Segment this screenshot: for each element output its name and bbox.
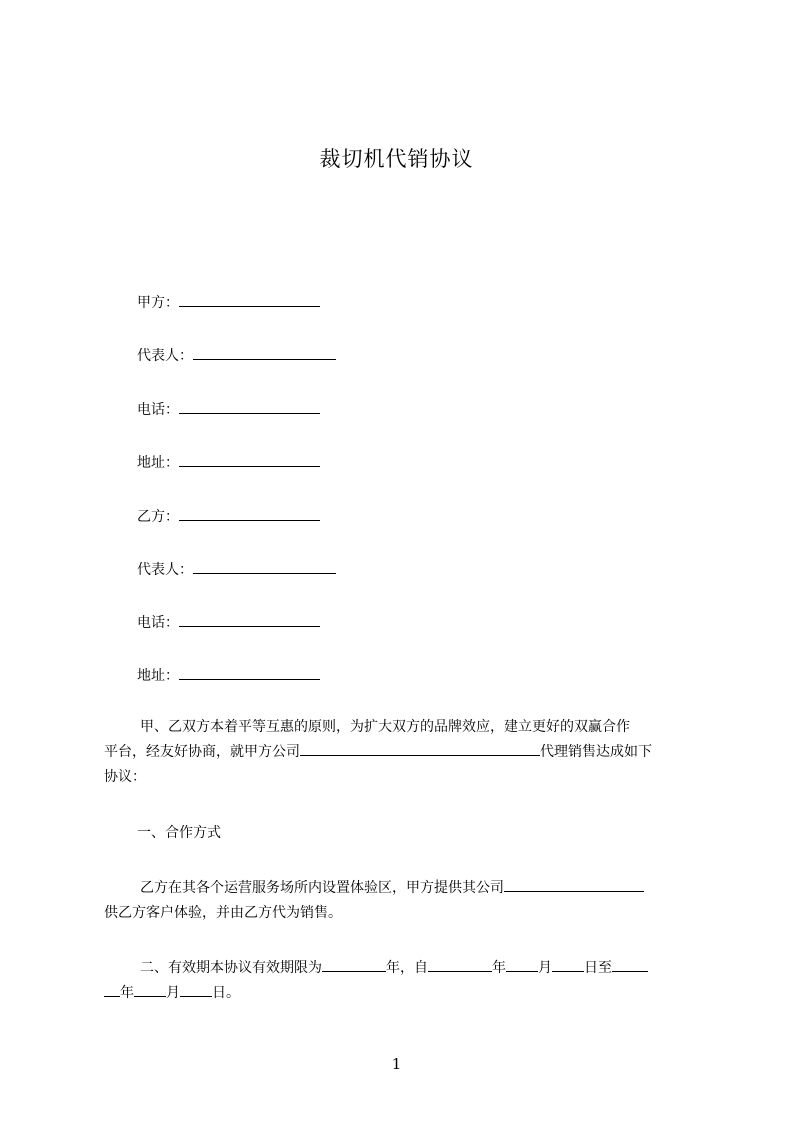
validity-text: 二、有效期本协议有效期限为	[140, 960, 322, 976]
section-1-line-1	[104, 876, 700, 901]
party-a-address-label: 地址：	[137, 455, 179, 471]
intro-line-3: 协议：	[104, 769, 146, 785]
end-day-text: 日。	[212, 985, 240, 1001]
end-year-blank-a	[612, 957, 648, 972]
party-a-phone-field	[137, 399, 320, 420]
end-year-blank-b	[104, 982, 120, 997]
start-month-blank	[506, 957, 538, 972]
party-b-phone-blank	[179, 612, 320, 627]
party-a-field	[137, 292, 320, 313]
party-b-rep-field	[137, 559, 336, 580]
product-blank	[504, 877, 644, 892]
end-month-text: 月	[166, 985, 180, 1001]
page-number: 1	[391, 1055, 402, 1073]
party-a-rep-field	[137, 345, 336, 366]
section-2-line-1	[104, 956, 700, 981]
section-1-line-1-text: 乙方在其各个运营服务场所内设置体验区，甲方提供其公司	[140, 880, 504, 896]
end-year-text: 年	[120, 985, 134, 1001]
company-product-blank	[300, 741, 540, 756]
party-b-rep-blank	[193, 559, 336, 574]
intro-paragraph	[104, 715, 700, 790]
to-text: 日至	[584, 960, 612, 976]
section-2-line-2	[104, 981, 700, 1006]
start-month-text: 月	[538, 960, 552, 976]
party-a-address-blank	[179, 452, 320, 467]
section-1-line-2: 供乙方客户体验，并由乙方代为销售。	[104, 905, 342, 921]
party-b-label: 乙方：	[137, 509, 179, 525]
party-a-phone-blank	[179, 399, 320, 414]
intro-line-2	[104, 740, 700, 765]
party-a-blank	[179, 292, 320, 307]
start-year-blank	[428, 957, 492, 972]
intro-line-2-end: 代理销售达成如下	[540, 744, 652, 760]
intro-line-2-start: 平台，经友好协商，就甲方公司	[104, 744, 300, 760]
party-a-rep-blank	[193, 345, 336, 360]
party-b-rep-label: 代表人：	[137, 562, 193, 578]
party-a-phone-label: 电话：	[137, 402, 179, 418]
end-month-blank	[134, 982, 166, 997]
party-a-rep-label: 代表人：	[137, 348, 193, 364]
party-b-address-blank	[179, 665, 320, 680]
start-day-blank	[552, 957, 584, 972]
party-a-address-field	[137, 452, 320, 473]
party-b-address-field	[137, 665, 320, 686]
section-1-heading: 一、合作方式	[137, 825, 221, 841]
validity-years-blank	[322, 957, 386, 972]
party-b-phone-field	[137, 612, 320, 633]
party-a-label: 甲方：	[137, 295, 179, 311]
party-b-phone-label: 电话：	[137, 615, 179, 631]
from-text: 年，自	[386, 960, 428, 976]
start-year-text: 年	[492, 960, 506, 976]
party-b-field	[137, 506, 320, 527]
document-title: 裁切机代销协议	[319, 147, 474, 171]
end-day-blank	[180, 982, 212, 997]
intro-line-1: 甲、乙双方本着平等互惠的原则，为扩大双方的品牌效应，建立更好的双赢合作	[140, 719, 630, 735]
section-1-paragraph	[104, 876, 700, 926]
party-b-address-label: 地址：	[137, 668, 179, 684]
section-2-paragraph	[104, 956, 700, 1006]
party-b-blank	[179, 506, 320, 521]
